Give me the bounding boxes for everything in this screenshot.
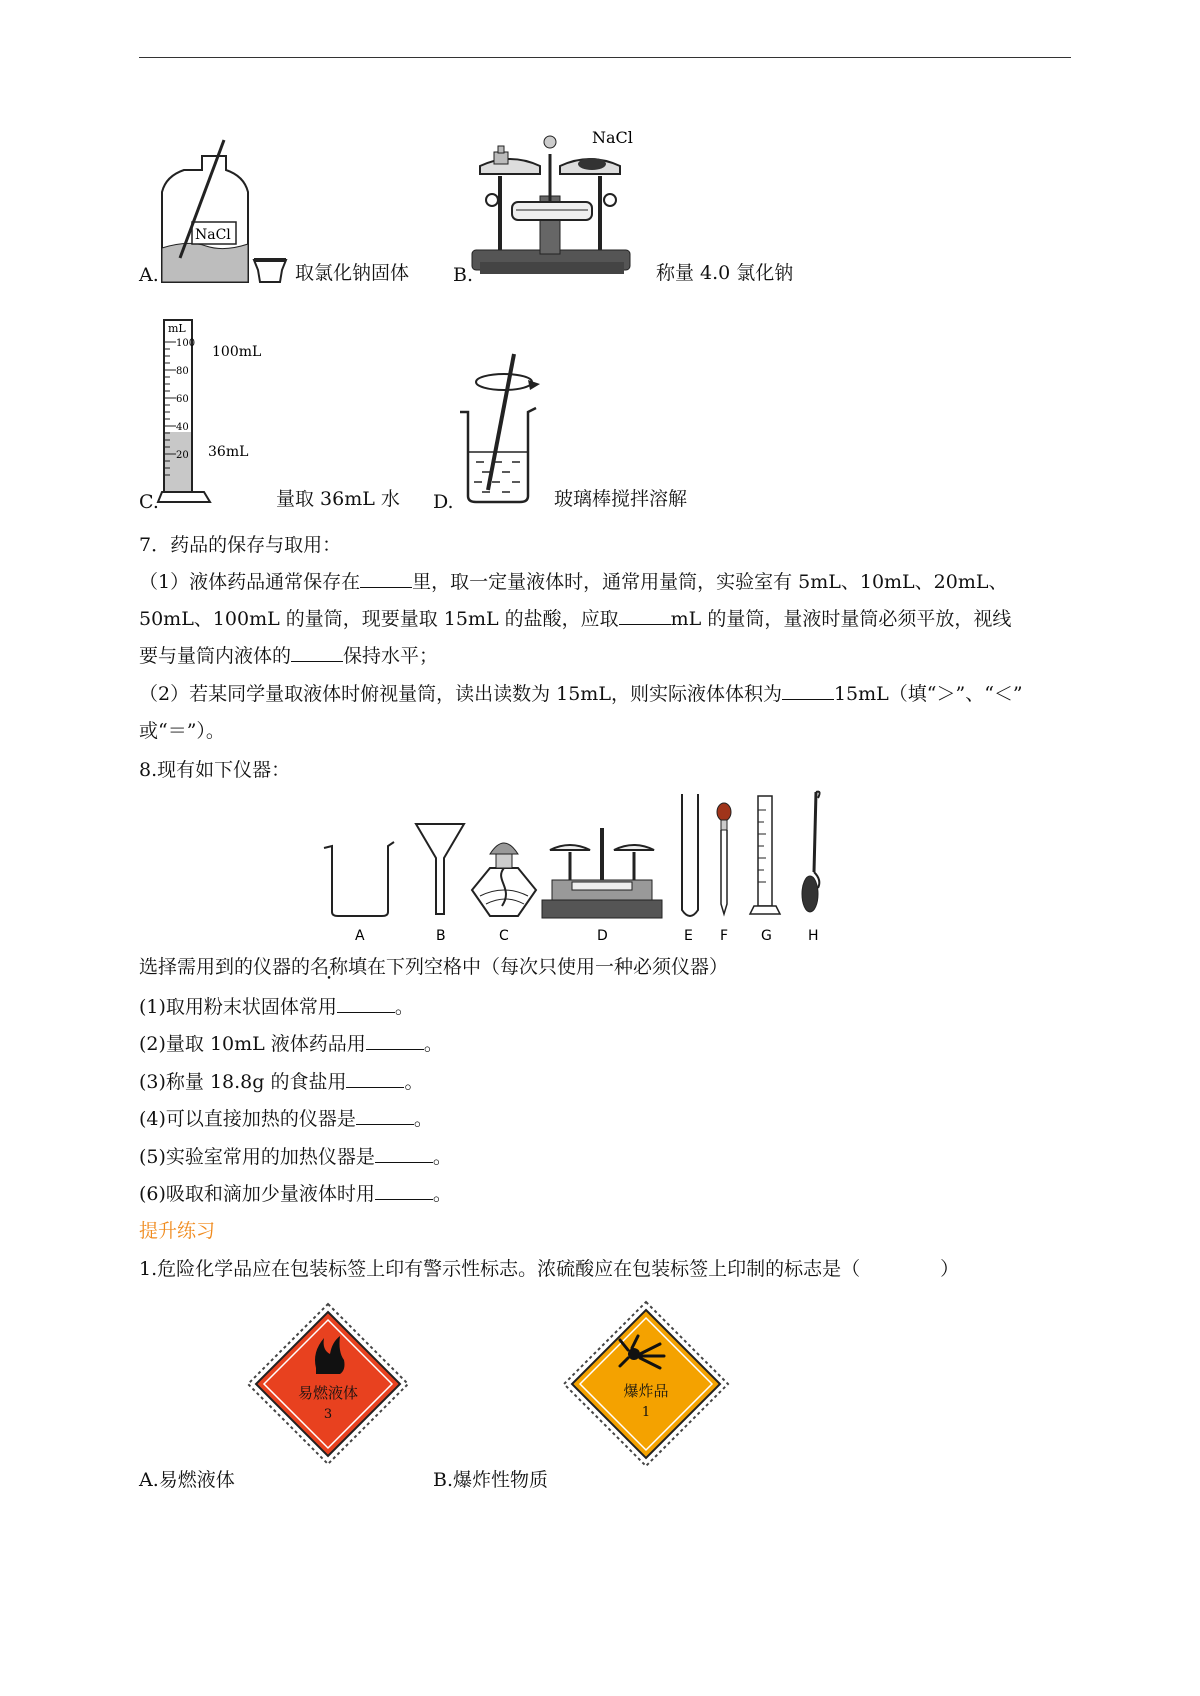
option-a-caption: 取氯化钠固体: [295, 262, 410, 284]
option-b-caption: 称量 4.0 氯化钠: [656, 262, 794, 284]
sign-a-text: 易燃液体: [297, 1384, 359, 1402]
answer-blank[interactable]: [346, 1069, 404, 1088]
ex1-option-b: B.爆炸性物质: [433, 1469, 549, 1491]
q7-text: 里，取一定量液体时，通常用量筒，实验室有 5mL、10mL、20mL、: [412, 571, 1008, 593]
q7-p1-line3: [139, 643, 438, 669]
q8-item: [139, 994, 414, 1020]
q8-text: 填在下列空格中（每次只使用一种必须仪器）: [348, 956, 729, 978]
q8-item-text: (4)可以直接加热的仪器是: [139, 1108, 356, 1130]
option-c-letter: C.: [139, 491, 159, 513]
q8-item-text: (6)吸取和滴加少量液体时用: [139, 1183, 375, 1205]
q8-title: 8.现有如下仪器：: [139, 759, 291, 781]
sign-b-text: 爆炸品: [623, 1382, 669, 1400]
q8-item: [139, 1031, 443, 1057]
instrument-letter: H: [808, 928, 819, 944]
q8-item: [139, 1144, 452, 1170]
q8-item-text: (5)实验室常用的加热仪器是: [139, 1146, 375, 1168]
tick-label: 40: [176, 422, 189, 433]
section-title: 提升练习: [139, 1220, 216, 1242]
ex1-text: 1.危险化学品应在包装标签上印有警示性标志。浓硫酸应在包装标签上印制的标志是（: [139, 1258, 861, 1280]
answer-blank[interactable]: [375, 1144, 433, 1163]
answer-blank[interactable]: [619, 606, 671, 625]
q8-item-text: 。: [413, 1108, 433, 1130]
q8-item-text: (3)称量 18.8g 的食盐用: [139, 1071, 347, 1093]
q7-text: 50mL、100mL 的量筒，现要量取 15mL 的盐酸，应取: [139, 608, 619, 630]
option-d-caption: 玻璃棒搅拌溶解: [554, 488, 688, 510]
ex1-text: ）: [940, 1258, 960, 1280]
cylinder-reading: 36mL: [208, 444, 249, 460]
option-a-letter: A.: [139, 264, 159, 286]
q8-item-text: 。: [423, 1033, 443, 1055]
figure-b-balance: [470, 126, 640, 286]
instrument-letter: A: [355, 928, 365, 944]
ex1-question: [139, 1256, 959, 1282]
q7-text: 15mL（填“＞”、“＜”: [833, 683, 1023, 705]
q7-text: （2）若某同学量取液体时俯视量筒，读出读数为 15mL，则实际液体体积为: [139, 683, 782, 705]
q8-instruction: [139, 954, 728, 980]
ex1-option-a: A.易燃液体: [139, 1469, 235, 1491]
instrument-letter: C: [499, 928, 509, 944]
answer-blank[interactable]: [337, 994, 395, 1013]
q7-p1-line2: [139, 606, 1011, 632]
q8-item-text: 。: [404, 1071, 424, 1093]
answer-blank[interactable]: [375, 1181, 433, 1200]
q7-text: 要与量筒内液体的: [139, 645, 292, 667]
instrument-letter: E: [684, 928, 693, 944]
figure-a-reagent-bottle: [158, 136, 288, 286]
option-c-caption: 量取 36mL 水: [276, 488, 400, 510]
answer-blank[interactable]: [291, 643, 343, 662]
q8-item-text: (1)取用粉末状固体常用: [139, 996, 337, 1018]
option-d-letter: D.: [433, 491, 454, 513]
tick-label: 100: [176, 338, 196, 349]
instrument-letter: F: [720, 928, 729, 944]
q8-instruments-figure: [318, 788, 896, 946]
instrument-letter: B: [436, 928, 446, 944]
q8-item-text: 。: [394, 996, 414, 1018]
q7-text: （1）液体药品通常保存在: [139, 571, 361, 593]
tick-label: 20: [176, 450, 189, 461]
tick-label: 60: [176, 394, 189, 405]
q7-text: 保持水平；: [343, 645, 439, 667]
header-rule: [139, 57, 1071, 58]
explosive-sign: [562, 1300, 730, 1468]
cylinder-capacity: 100mL: [212, 344, 262, 360]
q7-p1-line1: [139, 569, 1007, 595]
sign-b-number: 1: [641, 1405, 651, 1420]
q8-item: [139, 1069, 423, 1095]
q8-emphasis: 名称: [310, 956, 349, 978]
figure-c-graduated-cylinder: [156, 316, 276, 508]
flammable-liquid-sign: [246, 1302, 410, 1466]
tick-label: 80: [176, 366, 189, 377]
q8-item-text: 。: [432, 1183, 452, 1205]
answer-blank[interactable]: [356, 1106, 414, 1125]
q7-p2-line2: 或“＝”）。: [139, 720, 225, 742]
q8-item: [139, 1106, 433, 1132]
q7-p2-line1: [139, 681, 1023, 707]
q8-item-text: 。: [432, 1146, 452, 1168]
bottle-label: NaCl: [195, 227, 231, 243]
cylinder-unit: mL: [168, 322, 186, 335]
option-b-letter: B.: [453, 264, 474, 286]
figure-d-beaker-stirring: [454, 350, 550, 506]
answer-blank[interactable]: [366, 1031, 424, 1050]
q8-item: [139, 1181, 452, 1207]
q8-item-text: (2)量取 10mL 液体药品用: [139, 1033, 366, 1055]
q8-text: 选择需用到的仪器的: [139, 956, 311, 978]
instrument-letter: G: [761, 928, 772, 944]
instrument-letter: D: [597, 928, 608, 944]
q7-title: 7．药品的保存与取用：: [139, 534, 342, 556]
q7-text: mL 的量筒，量液时量筒必须平放，视线: [670, 608, 1012, 630]
sign-a-number: 3: [323, 1407, 333, 1422]
balance-label: NaCl: [592, 128, 633, 147]
answer-blank[interactable]: [360, 569, 412, 588]
answer-blank[interactable]: [782, 681, 834, 700]
